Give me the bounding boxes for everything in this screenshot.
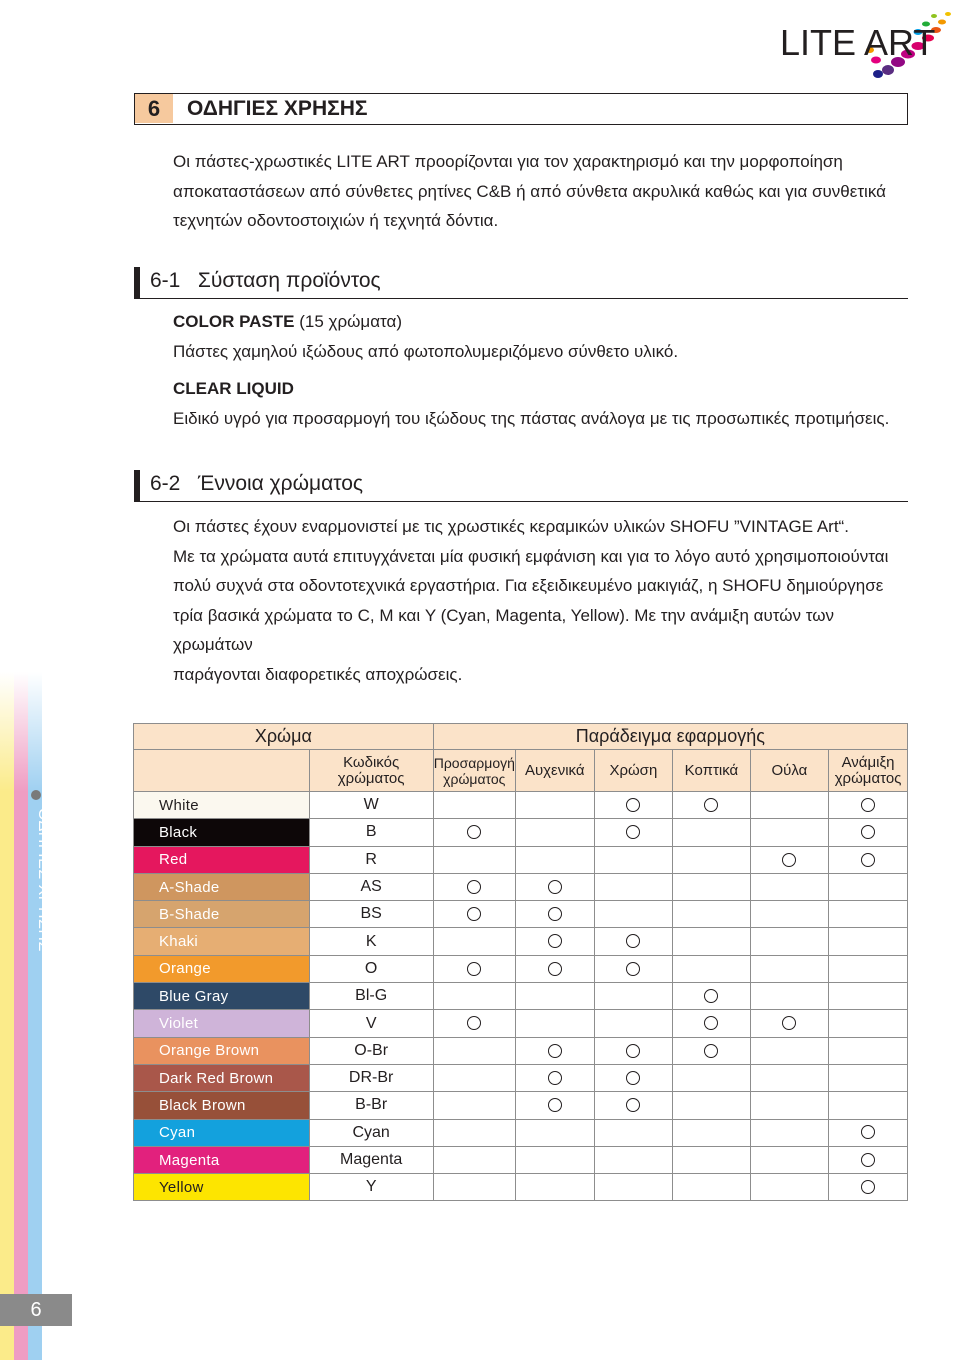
table-row: [134, 1146, 908, 1173]
circle-mark-icon: [548, 880, 562, 894]
color-name-cell: Khaki: [134, 928, 310, 955]
application-cell: [829, 1064, 908, 1091]
application-cell: [515, 1119, 594, 1146]
page-number: 6: [0, 1294, 72, 1326]
application-cell: [750, 955, 828, 982]
application-cell: [433, 1119, 515, 1146]
circle-mark-icon: [467, 962, 481, 976]
application-cell: [829, 792, 908, 819]
subsection-title: 6-1 Σύσταση προϊόντος: [150, 269, 381, 292]
application-cell: [433, 1010, 515, 1037]
color-name-cell: Black: [134, 819, 310, 846]
section-number: 6: [135, 94, 173, 123]
circle-mark-icon: [782, 1016, 796, 1030]
circle-mark-icon: [704, 989, 718, 1003]
application-cell: [433, 1037, 515, 1064]
column-header: Προσαρμογή χρώματος: [433, 750, 515, 792]
section-title: ΟΔΗΓΙΕΣ ΧΡΗΣΗΣ: [187, 97, 368, 120]
circle-mark-icon: [548, 1098, 562, 1112]
color-code-cell: Y: [309, 1174, 433, 1201]
color-code-cell: R: [309, 846, 433, 873]
application-cell: [594, 819, 673, 846]
concept-line: Οι πάστες έχουν εναρμονιστεί με τις χρωστικές κεραμικών υλικών SHOFU ”VINTAGE Art“.: [173, 517, 849, 536]
subsection-title: 6-2 Έννοια χρώματος: [150, 472, 364, 495]
edge-fade: [0, 672, 44, 792]
application-cell: [515, 873, 594, 900]
application-cell: [673, 1174, 751, 1201]
circle-mark-icon: [626, 825, 640, 839]
application-cell: [433, 983, 515, 1010]
application-cell: [515, 1174, 594, 1201]
application-cell: [750, 1010, 828, 1037]
group-header-color: Χρώμα: [134, 724, 434, 750]
application-cell: [673, 1037, 751, 1064]
product-name: CLEAR LIQUID: [173, 379, 294, 398]
circle-mark-icon: [548, 907, 562, 921]
circle-mark-icon: [548, 962, 562, 976]
application-cell: [433, 1092, 515, 1119]
circle-mark-icon: [467, 1016, 481, 1030]
application-cell: [673, 792, 751, 819]
logo-text: LITE ART: [780, 22, 936, 63]
column-header: Χρώση: [594, 750, 673, 792]
circle-mark-icon: [626, 798, 640, 812]
circle-mark-icon: [626, 1071, 640, 1085]
circle-mark-icon: [861, 825, 875, 839]
product-description: Πάστες χαμηλού ιξώδους από φωτοπολυμεριζόμενο σύνθετο υλικό.: [173, 342, 679, 361]
application-cell: [673, 1119, 751, 1146]
table-row: [134, 928, 908, 955]
color-name-cell: Red: [134, 846, 310, 873]
circle-mark-icon: [626, 1044, 640, 1058]
group-header-application: Παράδειγμα εφαρμογής: [433, 724, 907, 750]
section-heading: [134, 93, 908, 125]
table-row: [134, 1037, 908, 1064]
application-cell: [433, 901, 515, 928]
concept-paragraph: [173, 512, 913, 689]
application-cell: [433, 1064, 515, 1091]
product-color-paste: [173, 312, 402, 332]
circle-mark-icon: [467, 825, 481, 839]
color-code-cell: Magenta: [309, 1146, 433, 1173]
circle-mark-icon: [861, 853, 875, 867]
application-cell: [673, 901, 751, 928]
intro-paragraph: [173, 147, 913, 236]
heading-rule: [140, 298, 908, 300]
circle-mark-icon: [467, 880, 481, 894]
application-cell: [750, 819, 828, 846]
concept-line: πολύ συχνά στα οδοντοτεχνικά εργαστήρια. Για εξειδικευμένο μακιγιάζ, η SHOFU δημιούργησε: [173, 576, 884, 595]
application-cell: [829, 1146, 908, 1173]
column-header: Ανάμιξη χρώματος: [829, 750, 908, 792]
circle-mark-icon: [626, 934, 640, 948]
color-name-cell: Yellow: [134, 1174, 310, 1201]
application-cell: [673, 819, 751, 846]
color-code-cell: B-Br: [309, 1092, 433, 1119]
color-name-cell: Orange: [134, 955, 310, 982]
circle-mark-icon: [861, 1153, 875, 1167]
table-row: [134, 955, 908, 982]
intro-line: αποκαταστάσεων από σύνθετες ρητίνες C&B ή από σύνθετα ακρυλικά καθώς και για συνθετικά: [173, 181, 886, 201]
circle-mark-icon: [861, 1180, 875, 1194]
table-row: [134, 846, 908, 873]
application-cell: [433, 1174, 515, 1201]
circle-mark-icon: [548, 934, 562, 948]
color-code-cell: Cyan: [309, 1119, 433, 1146]
application-cell: [673, 1064, 751, 1091]
subsection-6-1-heading: [134, 267, 908, 299]
intro-line: τεχνητών οδοντοστοιχιών ή τεχνητά δόντια.: [173, 211, 499, 230]
application-cell: [750, 1064, 828, 1091]
concept-line: τρία βασικά χρώματα το C, M και Y (Cyan, Magenta, Yellow). Με την ανάμιξη αυτών των χρωμάτων: [173, 605, 835, 654]
color-name-cell: Black Brown: [134, 1092, 310, 1119]
column-header-empty: [134, 750, 310, 792]
circle-mark-icon: [861, 1125, 875, 1139]
intro-line: Οι πάστες-χρωστικές LITE ART προορίζονται για τον χαρακτηρισμό και την μορφοποίηση: [173, 152, 843, 171]
column-header: Ούλα: [750, 750, 828, 792]
color-code-cell: O-Br: [309, 1037, 433, 1064]
application-cell: [515, 901, 594, 928]
product-description: Ειδικό υγρό για προσαρμογή του ιξώδους της πάστας ανάλογα με τις προσωπικές προτιμήσεις.: [173, 409, 890, 428]
application-cell: [594, 1174, 673, 1201]
application-cell: [594, 846, 673, 873]
application-cell: [750, 1174, 828, 1201]
circle-mark-icon: [548, 1044, 562, 1058]
application-cell: [515, 1064, 594, 1091]
table-row: [134, 901, 908, 928]
application-cell: [594, 1119, 673, 1146]
heading-rule: [140, 501, 908, 503]
table-row: [134, 792, 908, 819]
circle-mark-icon: [548, 1071, 562, 1085]
application-cell: [433, 873, 515, 900]
table-row: [134, 983, 908, 1010]
color-name-cell: B-Shade: [134, 901, 310, 928]
color-application-table: [133, 723, 908, 1201]
application-cell: [515, 983, 594, 1010]
application-cell: [515, 1037, 594, 1064]
application-cell: [829, 955, 908, 982]
circle-mark-icon: [704, 1044, 718, 1058]
table-row: [134, 819, 908, 846]
application-cell: [829, 819, 908, 846]
application-cell: [673, 846, 751, 873]
application-cell: [594, 1037, 673, 1064]
application-cell: [673, 873, 751, 900]
application-cell: [515, 1146, 594, 1173]
color-code-cell: DR-Br: [309, 1064, 433, 1091]
color-name-cell: Cyan: [134, 1119, 310, 1146]
circle-mark-icon: [861, 798, 875, 812]
application-cell: [829, 1119, 908, 1146]
application-cell: [594, 1064, 673, 1091]
application-cell: [433, 792, 515, 819]
application-cell: [433, 819, 515, 846]
application-cell: [829, 1037, 908, 1064]
application-cell: [829, 928, 908, 955]
color-name-cell: Magenta: [134, 1146, 310, 1173]
application-cell: [750, 873, 828, 900]
table-row: [134, 873, 908, 900]
side-tab-title: ΟΔΗΓΙΕΣ ΧΡΗΣΗΣ: [35, 808, 52, 952]
application-cell: [829, 901, 908, 928]
application-cell: [829, 1010, 908, 1037]
application-cell: [515, 819, 594, 846]
color-name-cell: White: [134, 792, 310, 819]
lite-art-logo: [776, 4, 960, 86]
heading-marker: [134, 267, 140, 299]
application-cell: [594, 1010, 673, 1037]
application-cell: [515, 792, 594, 819]
application-cell: [594, 1146, 673, 1173]
application-cell: [515, 1010, 594, 1037]
concept-line: παράγονται διαφορετικές αποχρώσεις.: [173, 664, 463, 684]
circle-mark-icon: [626, 962, 640, 976]
color-code-cell: BS: [309, 901, 433, 928]
color-code-cell: AS: [309, 873, 433, 900]
product-name: COLOR PASTE: [173, 312, 295, 331]
color-name-cell: Violet: [134, 1010, 310, 1037]
application-cell: [433, 955, 515, 982]
application-cell: [594, 955, 673, 982]
table-row: [134, 1119, 908, 1146]
concept-line: Με τα χρώματα αυτά επιτυγχάνεται μία φυσική εμφάνιση και για το λόγο αυτό χρησιμοποιούνται: [173, 546, 889, 566]
application-cell: [673, 1146, 751, 1173]
application-cell: [594, 983, 673, 1010]
application-cell: [750, 901, 828, 928]
circle-mark-icon: [704, 798, 718, 812]
application-cell: [515, 928, 594, 955]
table-row: [134, 1010, 908, 1037]
subsection-6-2-heading: [134, 470, 908, 502]
heading-marker: [134, 470, 140, 502]
bullet-dot-icon: [31, 790, 41, 800]
application-cell: [433, 1146, 515, 1173]
application-cell: [515, 846, 594, 873]
application-cell: [750, 1146, 828, 1173]
application-cell: [829, 1174, 908, 1201]
column-header: Κωδικός χρώματος: [309, 750, 433, 792]
application-cell: [750, 928, 828, 955]
product-suffix: (15 χρώματα): [294, 312, 403, 331]
application-cell: [594, 901, 673, 928]
table-column-header: [134, 750, 908, 792]
table-group-header: [134, 724, 908, 750]
application-cell: [673, 1092, 751, 1119]
color-name-cell: Dark Red Brown: [134, 1064, 310, 1091]
circle-mark-icon: [626, 1098, 640, 1112]
color-name-cell: A-Shade: [134, 873, 310, 900]
application-cell: [750, 983, 828, 1010]
application-cell: [750, 1092, 828, 1119]
application-cell: [829, 1092, 908, 1119]
column-header: Αυχενικά: [515, 750, 594, 792]
circle-mark-icon: [704, 1016, 718, 1030]
application-cell: [829, 846, 908, 873]
color-code-cell: Bl-G: [309, 983, 433, 1010]
color-code-cell: O: [309, 955, 433, 982]
application-cell: [433, 846, 515, 873]
application-cell: [829, 873, 908, 900]
circle-mark-icon: [467, 907, 481, 921]
table-row: [134, 1064, 908, 1091]
application-cell: [594, 873, 673, 900]
application-cell: [594, 792, 673, 819]
application-cell: [673, 955, 751, 982]
color-name-cell: Orange Brown: [134, 1037, 310, 1064]
color-code-cell: K: [309, 928, 433, 955]
color-code-cell: W: [309, 792, 433, 819]
application-cell: [594, 1092, 673, 1119]
application-cell: [594, 928, 673, 955]
application-cell: [673, 983, 751, 1010]
application-cell: [750, 792, 828, 819]
application-cell: [750, 846, 828, 873]
table-row: [134, 1092, 908, 1119]
application-cell: [829, 983, 908, 1010]
application-cell: [673, 928, 751, 955]
column-header: Κοπτικά: [673, 750, 751, 792]
application-cell: [673, 1010, 751, 1037]
circle-mark-icon: [782, 853, 796, 867]
table-row: [134, 1174, 908, 1201]
color-name-cell: Blue Gray: [134, 983, 310, 1010]
application-cell: [750, 1037, 828, 1064]
color-code-cell: B: [309, 819, 433, 846]
application-cell: [515, 1092, 594, 1119]
application-cell: [433, 928, 515, 955]
color-code-cell: V: [309, 1010, 433, 1037]
application-cell: [515, 955, 594, 982]
application-cell: [750, 1119, 828, 1146]
